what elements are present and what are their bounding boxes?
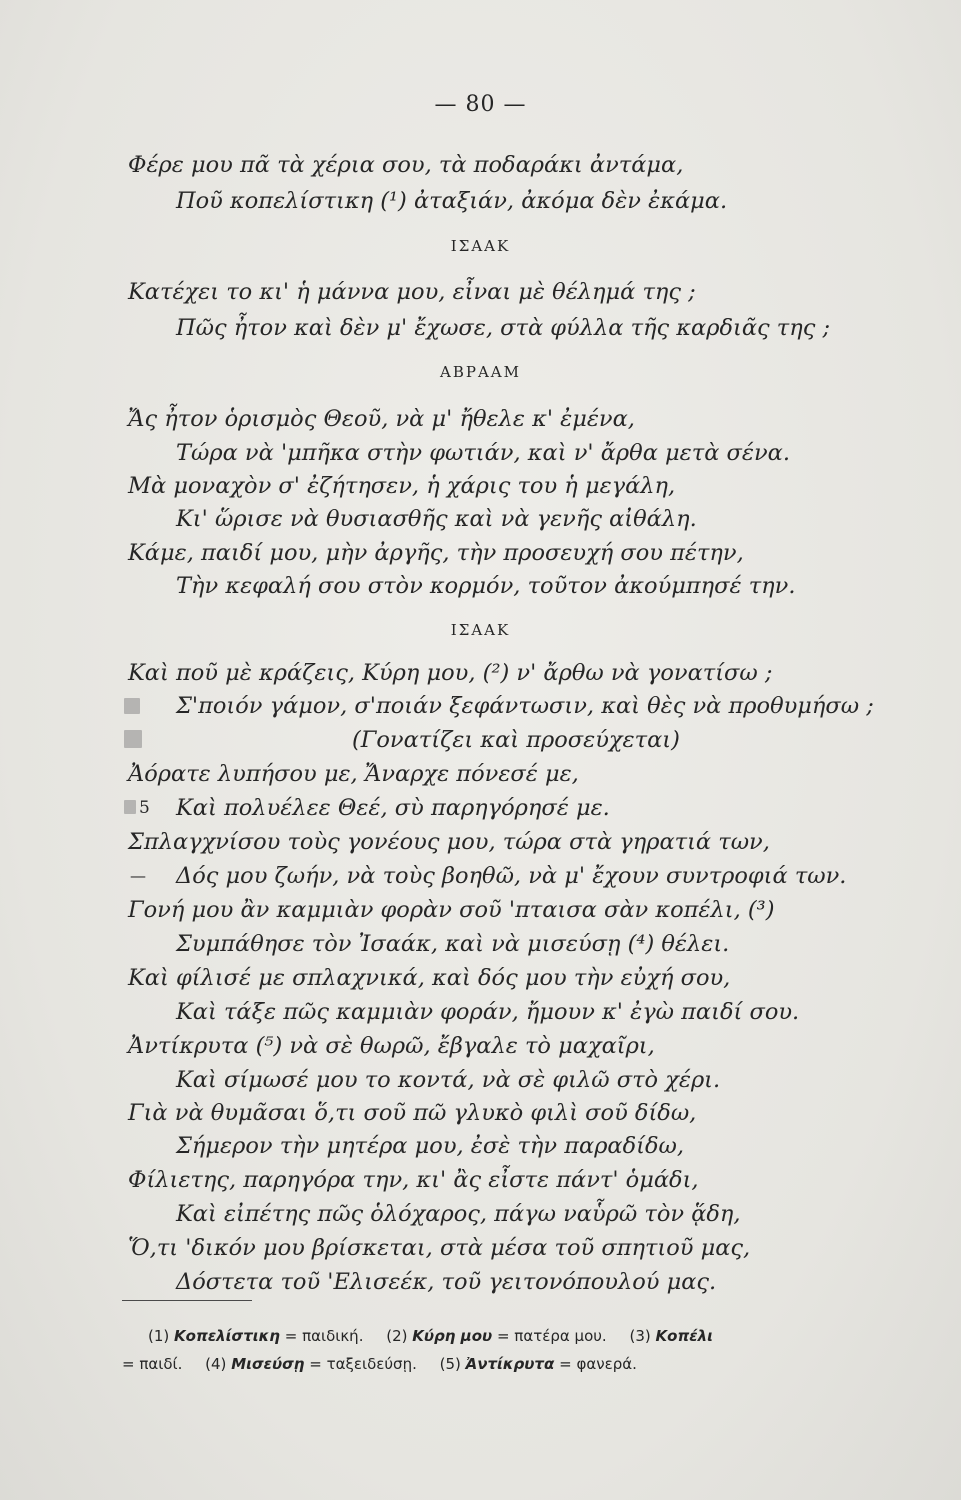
stage-direction: (Γονατίζει καὶ προσεύχεται) <box>352 727 680 753</box>
verse-line: Σ'ποιόν γάμον, σ'ποιάν ξεφάντωσιν, καὶ θὲς νὰ προθυμήσω ; <box>176 693 874 719</box>
footnote-item <box>386 1327 611 1345</box>
margin-line-number: 5 <box>139 798 150 818</box>
verse-line: Καὶ τάξε πῶς καμμιὰν φοράν, ἤμουν κ' ἐγὼ παιδί σου. <box>176 999 800 1025</box>
footnote-equals: = <box>559 1355 572 1373</box>
verse-line: Τὴν κεφαλή σου στὸν κορμόν, τοῦτον ἀκούμπησέ την. <box>176 573 796 599</box>
footnote-equals: = <box>309 1355 322 1373</box>
speaker-heading: ΑΒΡΑΑΜ <box>440 363 521 381</box>
verse-line: Φέρε μου πᾶ τὰ χέρια σου, τὰ ποδαράκι ἀντάμα, <box>128 152 684 178</box>
footnote-line <box>122 1350 928 1378</box>
footnote-term: Μισεύσῃ <box>231 1355 305 1373</box>
verse-line: Κατέχει το κι' ἡ μάννα μου, εἶναι μὲ θέλημά της ; <box>128 279 696 305</box>
footnote-separator <box>122 1300 252 1301</box>
verse-line: Ἀντίκρυτα (⁵) νὰ σὲ θωρῶ, ἔβγαλε τὸ μαχαῖρι, <box>128 1033 655 1059</box>
verse-line: Δός μου ζωήν, νὰ τοὺς βοηθῶ, νὰ μ' ἔχουν συντροφιά των. <box>176 863 847 889</box>
speaker-heading: ΙΣΑΑΚ <box>450 621 511 639</box>
footnote-number: (3) <box>629 1327 651 1345</box>
footnote-number: (2) <box>386 1327 408 1345</box>
footnote-term: Κοπέλι <box>655 1327 713 1345</box>
verse-line: Κι' ὥρισε νὰ θυσιασθῆς καὶ νὰ γενῆς αἰθάλη. <box>176 506 697 532</box>
verse-line: Σήμερον τὴν μητέρα μου, ἐσὲ τὴν παραδίδω, <box>176 1133 685 1159</box>
footnote-gloss: ταξειδεύσῃ. <box>326 1355 417 1373</box>
verse-line: Ποῦ κοπελίστικη (¹) ἀταξιάν, ἀκόμα δὲν ἐκάμα. <box>176 188 728 214</box>
footnote-item <box>148 1327 368 1345</box>
footnote-equals: = <box>122 1355 135 1373</box>
footnote-number: (4) <box>205 1355 227 1373</box>
margin-dash: — <box>130 866 146 885</box>
print-artifact <box>124 730 142 748</box>
footnote-gloss: παιδί. <box>139 1355 183 1373</box>
footnotes <box>122 1322 928 1378</box>
footnote-gloss: πατέρα μου. <box>514 1327 607 1345</box>
footnote-equals: = <box>496 1327 510 1345</box>
verse-line: Κάμε, παιδί μου, μὴν ἀργῆς, τὴν προσευχή σου πέτην, <box>128 540 744 566</box>
footnote-item <box>629 1327 713 1345</box>
footnote-equals: = <box>284 1327 298 1345</box>
verse-line: Ὅ,τι 'δικόν μου βρίσκεται, στὰ μέσα τοῦ σπητιοῦ μας, <box>128 1235 751 1261</box>
verse-line: Καὶ φίλισέ με σπλαχνικά, καὶ δός μου τὴν εὐχή σου, <box>128 965 731 991</box>
footnote-gloss: φανερά. <box>576 1355 637 1373</box>
footnote-term: Ἀντίκρυτα <box>465 1355 555 1373</box>
verse-line: Πῶς ἦτον καὶ δὲν μ' ἔχωσε, στὰ φύλλα τῆς καρδιᾶς της ; <box>176 315 831 341</box>
footnote-line <box>148 1322 928 1350</box>
footnote-number: (1) <box>148 1327 170 1345</box>
speaker-heading: ΙΣΑΑΚ <box>450 237 511 255</box>
verse-line: Καὶ εἰπέτης πῶς ὁλόχαρος, πάγω ναὗρῶ τὸν ᾅδη, <box>176 1201 741 1227</box>
page-number: — 80 — <box>434 92 527 117</box>
print-artifact <box>124 698 140 714</box>
footnote-item <box>122 1355 187 1373</box>
verse-line: Ἀόρατε λυπήσου με, Ἄναρχε πόνεσέ με, <box>128 761 579 787</box>
verse-line: Καὶ σίμωσέ μου το κοντά, νὰ σὲ φιλῶ στὸ χέρι. <box>176 1067 721 1093</box>
verse-line: Καὶ ποῦ μὲ κράζεις, Κύρη μου, (²) ν' ἄρθω νὰ γονατίσω ; <box>128 660 773 686</box>
verse-line: Τώρα νὰ 'μπῆκα στὴν φωτιάν, καὶ ν' ἄρθα μετὰ σένα. <box>176 440 790 466</box>
footnote-item <box>205 1355 421 1373</box>
verse-line: Καὶ πολυέλεε Θεέ, σὺ παρηγόρησέ με. <box>176 795 610 821</box>
verse-line: Φίλιετης, παρηγόρα την, κι' ἂς εἶστε πάντ' ὁμάδι, <box>128 1167 699 1193</box>
verse-line: Γονή μου ἂν καμμιὰν φορὰν σοῦ 'πταισα σὰν κοπέλι, (³) <box>128 897 775 923</box>
footnote-term: Κοπελίστικη <box>174 1327 280 1345</box>
footnote-term: Κύρη μου <box>412 1327 493 1345</box>
footnote-gloss: παιδική. <box>302 1327 364 1345</box>
verse-line: Γιὰ νὰ θυμᾶσαι ὅ,τι σοῦ πῶ γλυκὸ φιλὶ σοῦ δίδω, <box>128 1100 697 1126</box>
footnote-item <box>440 1355 637 1373</box>
verse-line: Ἄς ἦτον ὁρισμὸς Θεοῦ, νὰ μ' ἤθελε κ' ἐμένα, <box>128 406 635 432</box>
verse-line: Δόστετα τοῦ 'Ελισεέκ, τοῦ γειτονόπουλού μας. <box>176 1269 717 1295</box>
print-artifact <box>124 800 136 814</box>
verse-line: Συμπάθησε τὸν Ἰσαάκ, καὶ νὰ μισεύσῃ (⁴) θέλει. <box>176 931 730 957</box>
verse-line: Σπλαγχνίσου τοὺς γονέους μου, τώρα στὰ γηρατιά των, <box>128 829 770 855</box>
footnote-number: (5) <box>439 1355 461 1373</box>
verse-line: Μὰ μοναχὸν σ' ἐζήτησεν, ἡ χάρις του ἡ μεγάλη, <box>128 473 676 499</box>
